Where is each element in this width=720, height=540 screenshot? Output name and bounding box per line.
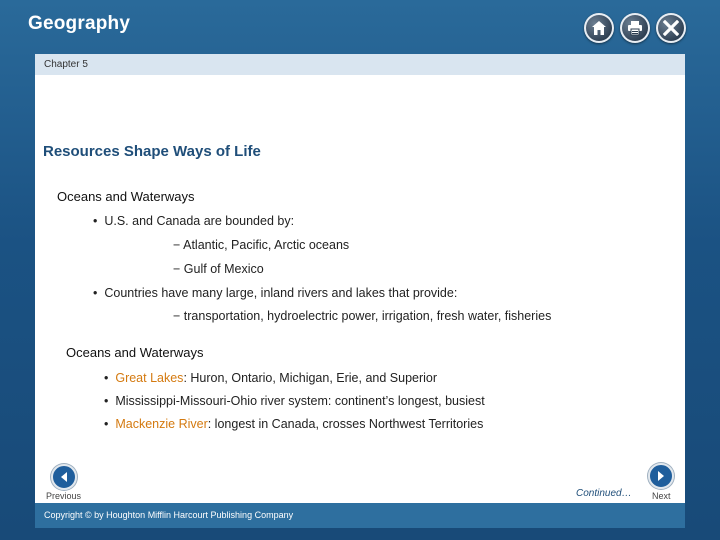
footer-bar <box>35 503 685 528</box>
home-button[interactable] <box>584 13 614 43</box>
continued-label: Continued… <box>576 488 632 499</box>
bullet-marker: • <box>104 417 109 431</box>
previous-label[interactable]: Previous <box>46 491 82 501</box>
sub-bullet-text: Atlantic, Pacific, Arctic oceans <box>183 238 350 252</box>
section-heading-1: Oceans and Waterways <box>57 189 195 204</box>
bullet-item <box>104 371 437 385</box>
chapter-bar <box>35 54 685 75</box>
bullet-item <box>93 286 457 300</box>
copyright-text: Copyright © by Houghton Mifflin Harcourt Publishing Company <box>44 510 294 520</box>
close-button[interactable] <box>656 13 686 43</box>
close-icon <box>663 20 679 36</box>
dash-marker: − <box>173 309 181 323</box>
highlight-term: Great Lakes <box>115 371 184 385</box>
bullet-item <box>104 417 483 431</box>
sub-bullet-text: transportation, hydroelectric power, irrigation, fresh water, fisheries <box>183 309 552 323</box>
app-title: Geography <box>28 13 131 34</box>
section-heading-2: Oceans and Waterways <box>66 345 204 360</box>
dash-marker: − <box>173 238 181 252</box>
bullet-marker: • <box>104 371 109 385</box>
printer-icon <box>627 20 643 36</box>
arrow-right-icon <box>655 470 667 482</box>
bullet-item <box>93 214 294 228</box>
arrow-left-icon <box>58 471 70 483</box>
slide-content <box>35 75 685 503</box>
bullet-text: Mississippi-Missouri-Ohio river system: continent’s longest, busiest <box>115 394 485 408</box>
dash-marker: − <box>173 262 181 276</box>
bullet-item <box>104 394 485 408</box>
next-label[interactable]: Next <box>652 491 671 501</box>
slide-title: Resources Shape Ways of Life <box>43 143 261 160</box>
sub-bullet-item <box>173 309 551 323</box>
next-button[interactable] <box>648 463 674 489</box>
previous-button[interactable] <box>51 464 77 490</box>
sub-bullet-item <box>173 238 349 252</box>
bullet-text: : Huron, Ontario, Michigan, Erie, and Superior <box>183 371 438 385</box>
bullet-marker: • <box>93 286 98 300</box>
home-icon <box>591 20 607 36</box>
bullet-text: : longest in Canada, crosses Northwest Territories <box>207 417 484 431</box>
bullet-text: U.S. and Canada are bounded by: <box>104 214 295 228</box>
sub-bullet-text: Gulf of Mexico <box>183 262 264 276</box>
print-button[interactable] <box>620 13 650 43</box>
bullet-text: Countries have many large, inland rivers and lakes that provide: <box>104 286 458 300</box>
highlight-term: Mackenzie River <box>115 417 208 431</box>
sub-bullet-item <box>173 262 264 276</box>
bullet-marker: • <box>104 394 109 408</box>
bullet-marker: • <box>93 214 98 228</box>
chapter-label: Chapter 5 <box>44 59 88 70</box>
